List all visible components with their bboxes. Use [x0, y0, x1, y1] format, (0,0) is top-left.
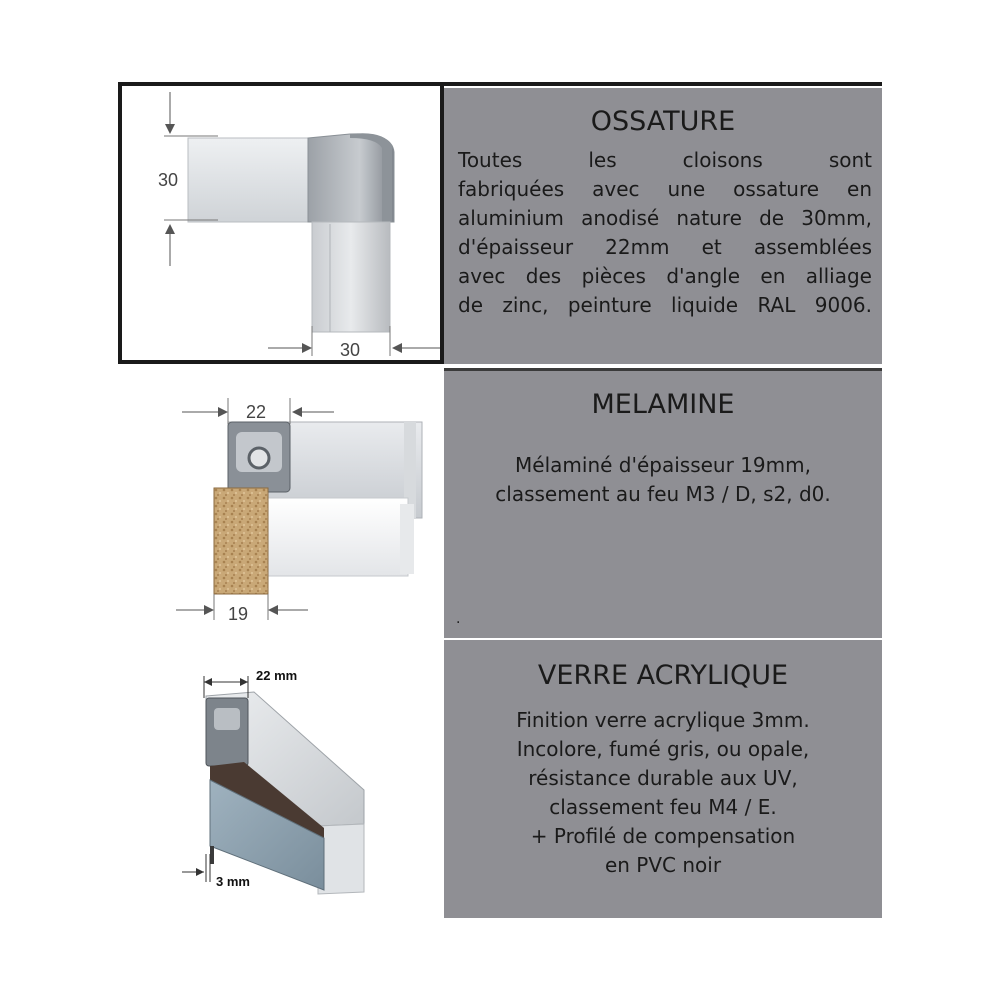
verre-dim-top: 22 mm [256, 668, 298, 683]
melamine-dim-bottom: 19 [228, 604, 249, 624]
melamine-title: MELAMINE [591, 389, 735, 420]
ossature-line: avec des pièces d'angle en alliage [458, 264, 872, 288]
verre-line: Finition verre acrylique 3mm. [516, 708, 810, 732]
verre-dim-bottom: 3 mm [216, 874, 250, 889]
verre-line: Incolore, fumé gris, ou opale, [516, 737, 810, 761]
ossature-line: fabriquées avec une ossature en [458, 177, 872, 201]
verre-line: en PVC noir [604, 853, 722, 877]
ossature-image-panel [118, 82, 444, 364]
ossature-line: de zinc, peinture liquide RAL 9006. [458, 293, 872, 317]
melamine-line: classement au feu M3 / D, s2, d0. [495, 482, 831, 506]
verre-image-panel [118, 640, 444, 918]
section-melamine [118, 368, 882, 638]
melamine-trailing-dot: . [456, 611, 461, 627]
ossature-dim-vertical: 30 [158, 170, 179, 190]
melamine-profile-illustration [118, 368, 444, 638]
melamine-line: Mélaminé d'épaisseur 19mm, [515, 453, 811, 477]
melamine-dim-top: 22 [246, 402, 267, 422]
melamine-text-panel [444, 371, 882, 638]
verre-line: résistance durable aux UV, [528, 766, 798, 790]
verre-line: + Profilé de compensation [530, 824, 796, 848]
ossature-line: Toutes les cloisons sont [458, 148, 872, 172]
ossature-dim-horizontal: 30 [340, 340, 361, 360]
verre-profile-illustration [118, 640, 444, 918]
ossature-title: OSSATURE [590, 106, 736, 137]
section-verre-acrylique [118, 640, 882, 918]
section-ossature [118, 82, 882, 364]
ossature-line: d'épaisseur 22mm et assemblées [458, 235, 872, 259]
verre-line: classement feu M4 / E. [549, 795, 777, 819]
melamine-image-panel [118, 368, 444, 638]
ossature-profile-illustration [122, 86, 448, 368]
verre-text-panel [444, 640, 882, 918]
verre-title: VERRE ACRYLIQUE [537, 660, 789, 691]
ossature-text-panel [444, 88, 882, 364]
ossature-line: aluminium anodisé nature de 30mm, [458, 206, 872, 230]
